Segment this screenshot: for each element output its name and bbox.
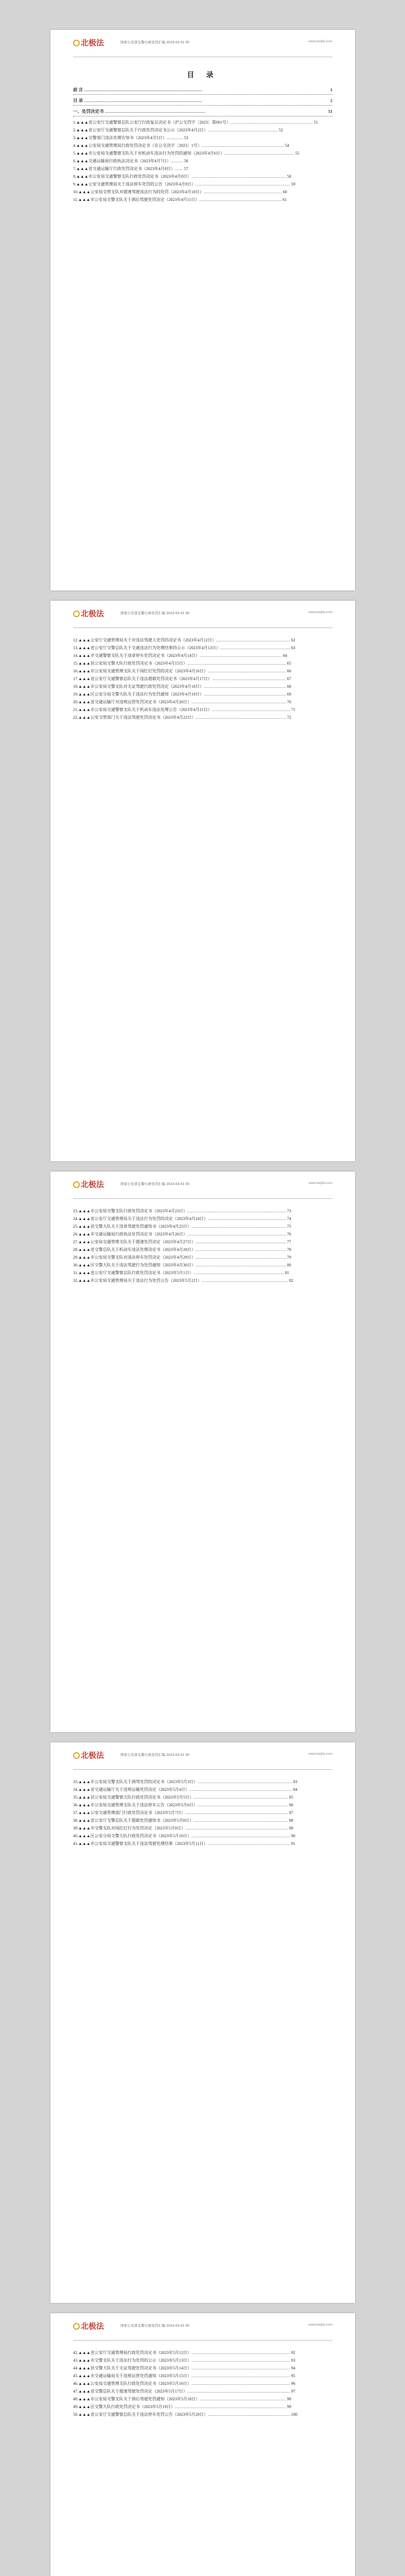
toc-entry-text: 13.▲▲▲省公安厅交警总队关于交通违法行为处理结果的公示（2023年4月13日）…………………………………………… 63 (73, 646, 295, 650)
page-body (73, 57, 332, 204)
page-body (73, 2341, 332, 2418)
toc-entry-text: 12.▲▲▲公安厅交通管理局关于对违法驾驶人处罚的决定书（2023年4月12日）……………………………………………… 62 (73, 638, 295, 642)
toc-entry-text: 20.▲▲▲省交通运输厅对违规运营处罚决定书（2023年4月20日）…………………………………………………………… 70 (73, 700, 291, 704)
toc-entry[interactable] (73, 1277, 332, 1284)
toc-entry-text: 2.▲▲▲省公安厅交通警察总队关于行政处罚决定书公示（2023年4月2日）…………………………………………… 52 (73, 128, 283, 132)
toc-entry-text: 47.▲▲▲省交警总队关于超速驾驶处罚决定（2023年5月17日）………………………………………………………………… 97 (73, 2389, 295, 2394)
toc-entry-text: 31.▲▲▲省公安厅交通警察总队行政处罚决定书（2023年5月1日）………………………………………………………… 81 (73, 1270, 289, 1275)
header-title: 国家公安部交警行政处罚汇编 2023-03-01 00 (120, 1753, 189, 1757)
toc-entry[interactable] (73, 1269, 332, 1277)
toc-section-entry[interactable] (73, 108, 332, 116)
document-page (50, 2313, 355, 2576)
toc-entry-text: 32.▲▲▲市公安局交通管理局关于违法行为处罚公告（2023年5月2日）……………………………………………………… 82 (73, 1278, 293, 1283)
toc-entry[interactable] (73, 1253, 332, 1261)
toc-entry[interactable] (73, 126, 332, 134)
brand-logo (73, 1179, 104, 1190)
toc-entry-text: 49.▲▲▲区交警大队行政处罚决定书（2023年5月19日）……………………………………………………………………… 99 (73, 2404, 291, 2409)
toc-entry[interactable] (73, 636, 332, 644)
brand-logo (73, 2320, 104, 2331)
logo-icon (73, 1181, 80, 1188)
toc-entry-text: 18.▲▲▲市公安局交警支队对无证驾驶行政处罚决定（2023年4月18日）…………………………………………………… 68 (73, 684, 291, 689)
toc-entry-text: 10.▲▲▲公安局交管支队对超速驾驶违法行为的处罚（2023年4月10日）………………………………………………… 60 (73, 190, 287, 194)
toc-entry-text: 43.▲▲▲市交警支队关于违法行为处罚的公示（2023年5月13日）……………………………………………………………… 93 (73, 2358, 295, 2363)
toc-entry[interactable] (73, 118, 332, 126)
toc-entry[interactable] (73, 1207, 332, 1215)
toc-entry-text: 44.▲▲▲县交警大队关于无证驾驶处罚决定书（2023年5月14日）……………………………………………………………… 94 (73, 2366, 295, 2370)
toc-entry-text: 22.▲▲▲公安交管部门关于违法驾驶处罚决定书（2023年4月22日）………………………………………………………… 72 (73, 715, 291, 720)
brand-logo (73, 37, 104, 48)
toc-entry[interactable] (73, 196, 332, 204)
toc-section-entry[interactable] (73, 97, 332, 106)
toc-entry-text: 35.▲▲▲县公安局交通警察大队行政处罚决定书（2023年5月5日）…………………………………………………………… 85 (73, 1795, 293, 1800)
toc-entry-text: 48.▲▲▲市公安局交警支队关于酒后驾驶处罚通知（2023年5月18日）……………………………………………………… 98 (73, 2397, 291, 2401)
toc-entry-text: 27.▲▲▲公安局交通管理支队关于超速处罚决定（2023年4月27日）………………………………………………………… 77 (73, 1240, 291, 1244)
toc-entry[interactable] (73, 652, 332, 659)
toc-entry-text: 5.▲▲▲市公安局交通警察支队关于对机动车违法行为处罚的通知（2023年4月6日）…………………………………………… 55 (73, 151, 300, 156)
toc-entry-text: 6.▲▲▲交通运输局行政执法决定书（2023年4月7日）……… 56 (73, 159, 188, 163)
header-url: www.beijifa.com (308, 1181, 332, 1185)
toc-entry[interactable] (73, 1238, 332, 1246)
header-url: www.beijifa.com (308, 611, 332, 614)
toc-entry-text: 前 言 ……………………………………………………………………… (73, 87, 202, 92)
toc-entry[interactable] (73, 1824, 332, 1832)
page-header (73, 1172, 332, 1199)
toc-entry-text: 37.▲▲▲公安交通管理部门行政处罚决定书（2023年5月7日）………………………………………………………………… 87 (73, 1810, 293, 1815)
toc-entry-text: 29.▲▲▲市公安局交警支队对违法停车处罚决定（2023年4月29日）………………………………………………………… 79 (73, 1255, 291, 1260)
toc-entry-text: 11.▲▲▲市公安局交警支队关于酒后驾驶处罚决定（2023年4月11日）…………………………………………………… 61 (73, 197, 287, 202)
page-body (73, 1199, 332, 1284)
page-body (73, 628, 332, 721)
toc-entry-text: 19.▲▲▲区公安分局交警大队关于违法行为处罚通知（2023年4月19日）…………………………………………………… 69 (73, 692, 291, 697)
toc-entry-text: 24.▲▲▲省公安厅交通管理局关于违法行为处罚的决定（2023年4月24日）………………………………………………… 74 (73, 1216, 291, 1221)
toc-entry-text: 8.▲▲▲市公安局交通警察支队行政处罚决定书（2023年4月8日）…………………………………………………………… 58 (73, 174, 291, 179)
toc-entry[interactable] (73, 2364, 332, 2372)
document-page (50, 601, 355, 1161)
toc-entry-text: 15.▲▲▲县公安局交警大队行政处罚决定书（2023年4月15日）……………………………………………………………… 65 (73, 661, 291, 666)
toc-entry-text: 23.▲▲▲市公安局交警支队行政处罚决定书（2023年4月23日）……………………………………………………………… 73 (73, 1209, 291, 1213)
toc-entry-text: 30.▲▲▲区交警大队关于违法驾驶行为处罚通知（2023年4月30日）………………………………………………………… 80 (73, 1263, 291, 1267)
toc-entry[interactable] (73, 1801, 332, 1809)
toc-entry-text: 40.▲▲▲区公安分局交警大队行政处罚决定书（2023年5月10日）……………………………………………………………… 90 (73, 1834, 295, 1838)
toc-entry-text: 33.▲▲▲市公安局交警支队关于酒驾处罚的决定书（2023年5月3日）…………………………………………………………… 83 (73, 1780, 297, 1784)
toc-entry[interactable] (73, 134, 332, 142)
toc-entry-text: 25.▲▲▲县交警大队关于违章驾驶处罚通知书（2023年4月25日）…………………………………………………………… 75 (73, 1224, 291, 1229)
toc-entry-text: 28.▲▲▲省交警总队关于机动车违法处理决定书（2023年4月28日）………………………………………………………… 78 (73, 1247, 291, 1252)
document-page (50, 30, 355, 590)
toc-entry[interactable] (73, 2387, 332, 2395)
logo-icon (73, 611, 80, 617)
toc-entry-text: 50.▲▲▲省公安厅交通警察总队关于违法停车处罚公告（2023年5月20日）…………………………………………………… 100 (73, 2412, 297, 2417)
toc-entry-text: 4.▲▲▲公安局交通管理局行政处罚决定书（京公交决字〔2023〕1号）…………………………………………………… 54 (73, 143, 289, 148)
toc-entry[interactable] (73, 2411, 332, 2418)
toc-entry[interactable] (73, 706, 332, 714)
toc-entry[interactable] (73, 2349, 332, 2357)
toc-entry[interactable] (73, 1840, 332, 1848)
toc-entry-text: 36.▲▲▲市公安局交通管理支队关于违法停车公告（2023年5月6日）………………………………………………………… 86 (73, 1803, 293, 1807)
toc-entry-text: 42.▲▲▲省公安厅交通管理局行政处罚决定书（2023年5月12日）……………………………………………………………… 92 (73, 2350, 295, 2355)
toc-entry[interactable] (73, 683, 332, 690)
toc-entry-text: 46.▲▲▲公安局交通管理支队行政处罚决定书（2023年5月16日）……………………………………………………………… 96 (73, 2381, 295, 2386)
toc-entry-page-number: 1 (330, 87, 332, 92)
logo-text: 北极法 (81, 2322, 104, 2331)
page-header (73, 2313, 332, 2341)
toc-entry[interactable] (73, 188, 332, 196)
toc-entry-text: 39.▲▲▲市交警支队对闯红灯行为处罚决定（2023年5月9日）………………………………………………………………… 89 (73, 1826, 293, 1831)
toc-entry[interactable] (73, 157, 332, 165)
toc-entry[interactable] (73, 659, 332, 667)
toc-entry-page-number: 2 (330, 98, 332, 103)
page-header (73, 601, 332, 628)
toc-entry[interactable] (73, 2403, 332, 2411)
toc-section-entry[interactable] (73, 86, 332, 95)
toc-entry[interactable] (73, 1817, 332, 1824)
brand-logo (73, 1750, 104, 1760)
toc-entry[interactable] (73, 675, 332, 683)
toc-entry[interactable] (73, 180, 332, 188)
toc-entry[interactable] (73, 644, 332, 652)
header-url: www.beijifa.com (308, 40, 332, 43)
logo-icon (73, 1752, 80, 1759)
toc-entry[interactable] (73, 1778, 332, 1786)
logo-icon (73, 2323, 80, 2330)
logo-icon (73, 40, 80, 46)
toc-entry-text: 16.▲▲▲市公安局交通管理支队关于闯红灯处罚的决定（2023年4月16日）………………………………………………… 66 (73, 669, 291, 673)
toc-entry-text: 1.▲▲▲省公安厅交通警察总队公安厅行政复议决定书（沪公交罚字〔2023〕第001号）…………………………………………………… 51 (73, 120, 318, 125)
toc-entry[interactable] (73, 173, 332, 180)
logo-text: 北极法 (81, 39, 104, 47)
toc-entry[interactable] (73, 1230, 332, 1238)
toc-entry[interactable] (73, 2395, 332, 2403)
toc-entry-text: 34.▲▲▲省交通运输厅关于违规运输处罚决定（2023年5月4日）………………………………………………………………… 84 (73, 1787, 297, 1792)
toc-entry[interactable] (73, 149, 332, 157)
toc-entry-text: 21.▲▲▲市公安局交通警察支队关于机动车违法处理公告（2023年4月21日）………………………………………………… 71 (73, 707, 295, 712)
toc-entry-page-number: 51 (328, 109, 332, 114)
document-page (50, 1172, 355, 1732)
document-page (50, 1742, 355, 2303)
logo-text: 北极法 (81, 1751, 104, 1760)
toc-entry[interactable] (73, 142, 332, 149)
page-header (73, 30, 332, 57)
toc-entry[interactable] (73, 2372, 332, 2380)
header-title: 国家公安部交警行政处罚汇编 2023-03-01 00 (120, 2324, 189, 2328)
toc-entry-text: 3.▲▲▲交警部门违法处理告知书（2023年4月5日）………… 53 (73, 135, 188, 140)
logo-text: 北极法 (81, 1180, 104, 1189)
toc-entry-text: 26.▲▲▲市交通运输局行政执法处罚决定书（2023年4月26日）……………………………………………………………… 76 (73, 1232, 291, 1236)
toc-entry[interactable] (73, 1215, 332, 1223)
toc-entry[interactable] (73, 2380, 332, 2387)
header-title: 国家公安部交警行政处罚汇编 2023-03-01 00 (120, 41, 189, 44)
toc-entry-text: 9.▲▲▲公安交通管理局关于违法停车处罚的公告（2023年4月9日）…………………………………………………………… 59 (73, 182, 295, 187)
toc-entry-text: 41.▲▲▲市公安局交通警察支队关于违法驾驶处理结果（2023年5月11日）…………………………………………………… 91 (73, 1841, 295, 1846)
toc-entry[interactable] (73, 1223, 332, 1230)
toc-entry[interactable] (73, 714, 332, 721)
toc-entry[interactable] (73, 667, 332, 675)
logo-text: 北极法 (81, 609, 104, 618)
toc-entry-text: 14.▲▲▲市交通警察支队关于违章停车处罚决定书（2023年4月14日）…………………………………………………… 64 (73, 653, 287, 658)
toc-entry-text: 一、处罚决定书 …………………………………………………………… (73, 109, 206, 114)
toc-entry[interactable] (73, 1809, 332, 1817)
toc-entry[interactable] (73, 1786, 332, 1793)
toc-entry-text: 45.▲▲▲市交通运输局关于违规运营处罚通知（2023年5月15日）……………………………………………………………… 95 (73, 2374, 295, 2378)
toc-entry[interactable] (73, 690, 332, 698)
toc-entry-text: 目 录 ……………………………………………………………………… (73, 98, 202, 103)
toc-entry[interactable] (73, 1832, 332, 1840)
toc-entry[interactable] (73, 1261, 332, 1269)
brand-logo (73, 608, 104, 619)
toc-entry[interactable] (73, 1793, 332, 1801)
header-url: www.beijifa.com (308, 2323, 332, 2327)
toc-entry[interactable] (73, 2357, 332, 2364)
toc-entry-text: 38.▲▲▲省公安厅交警总队关于超载处罚通知书（2023年5月8日）…………………………………………………………… 88 (73, 1818, 293, 1823)
header-url: www.beijifa.com (308, 1752, 332, 1756)
toc-entry-text: 17.▲▲▲省公安厅交通警察总队关于违法超载处罚决定书（2023年4月17日）……………………………………………… 67 (73, 676, 291, 681)
toc-entry[interactable] (73, 1246, 332, 1253)
header-title: 国家公安部交警行政处罚汇编 2023-03-01 00 (120, 612, 189, 615)
header-title: 国家公安部交警行政处罚汇编 2023-03-01 00 (120, 1182, 189, 1186)
toc-heading: 目 录 (187, 72, 219, 79)
toc-entry[interactable] (73, 698, 332, 706)
page-header (73, 1742, 332, 1770)
page-body (73, 1770, 332, 1848)
toc-entry-text: 7.▲▲▲省交通运输厅行政处罚决定书（2023年4月8日）…… 57 (73, 166, 188, 171)
toc-entry[interactable] (73, 165, 332, 173)
